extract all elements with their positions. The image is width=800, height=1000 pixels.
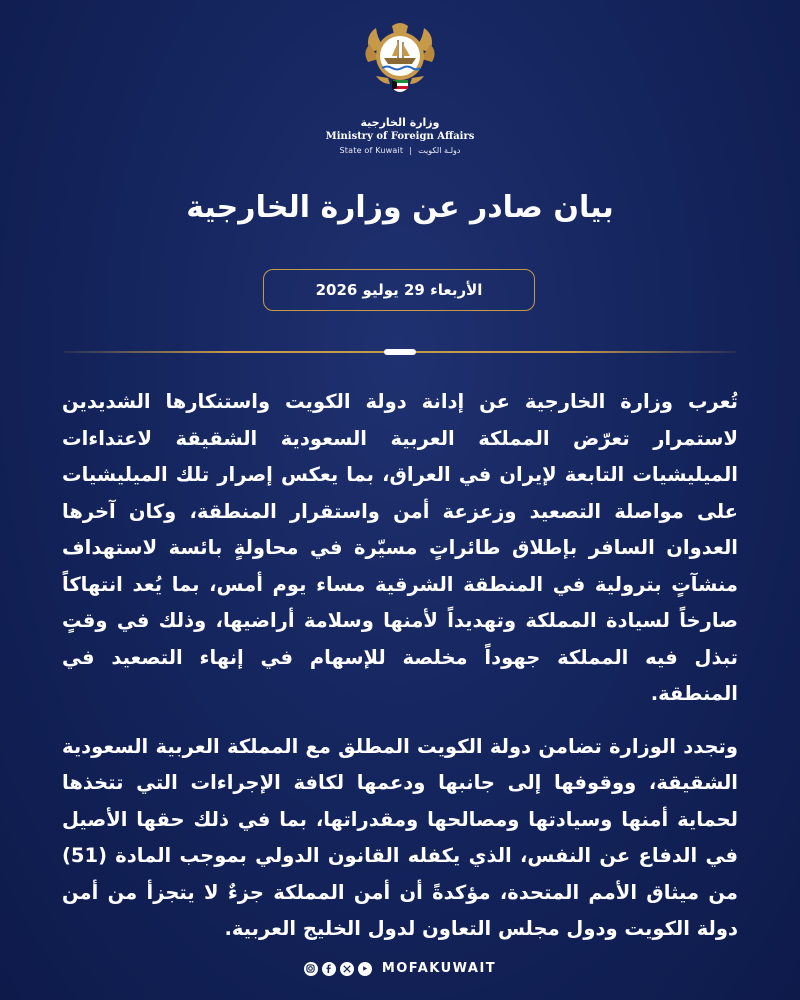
social-handle[interactable]: MOFAKUWAIT (381, 961, 497, 976)
state-en: State of Kuwait (339, 146, 404, 155)
date-text: الأربعاء 29 يوليو 2026 (315, 281, 483, 299)
state-label (0, 146, 800, 155)
statement-paragraph-1: تُعرب وزارة الخارجية عن إدانة دولة الكويت واستنكارها الشديدين لاستمرار تعرّض المملكة العربية السعودية الشقيقة لاعتداءات الميليشيات التابعة لإيران في العراق، بما يعكس إصرار تلك الميليشيات على مواصلة التصعيد وزعزعة أمن واستقرار المنطقة، وكان آخرها العدوان السافر بإطلاق طائراتٍ مسيّرة في محاولةٍ بائسة لاستهداف منشآتٍ بترولية في المنطقة الشرقية مساء يوم أمس، بما يُعد انتهاكاً صارخاً لسيادة المملكة وتهديداً لأمنها وسلامة أراضيها، وذلك في وقتٍ تبذل فيه المملكة جهوداً مخلصة للإسهام في إنهاء التصعيد في المنطقة. (62, 390, 738, 705)
state-separator: | (409, 146, 413, 155)
x-icon[interactable] (340, 962, 354, 976)
org-name-en: Ministry of Foreign Affairs (325, 131, 475, 142)
youtube-icon[interactable] (358, 962, 372, 976)
state-ar: دولـة الكويت (418, 146, 461, 155)
page-title: بيان صادر عن وزارة الخارجية (186, 190, 614, 225)
date-box (263, 269, 535, 311)
social-footer (0, 961, 800, 976)
statement-body (62, 384, 738, 964)
facebook-icon[interactable] (322, 962, 336, 976)
org-name-ar: وزارة الخارجية (360, 116, 440, 129)
statement-paragraph-2: وتجدد الوزارة تضامن دولة الكويت المطلق مع المملكة العربية السعودية الشقيقة، ووقوفها إلى جانبها ودعمها لكافة الإجراءات التي تتخذها لحماية أمنها وسيادتها ومصالحها ومقدراتها، بما في ذلك حقها الأصيل في الدفاع عن النفس، الذي يكفله القانون الدولي بموجب المادة (51) من ميثاق الأمم المتحدة، مؤكدةً أن أمن المملكة جزءٌ لا يتجزأ من أمن دولة الكويت ودول مجلس التعاون لدول الخليج العربية. (62, 734, 738, 940)
instagram-icon[interactable] (304, 962, 318, 976)
divider-ornament (384, 349, 416, 355)
header (0, 22, 800, 155)
kuwait-emblem-icon (362, 22, 438, 110)
